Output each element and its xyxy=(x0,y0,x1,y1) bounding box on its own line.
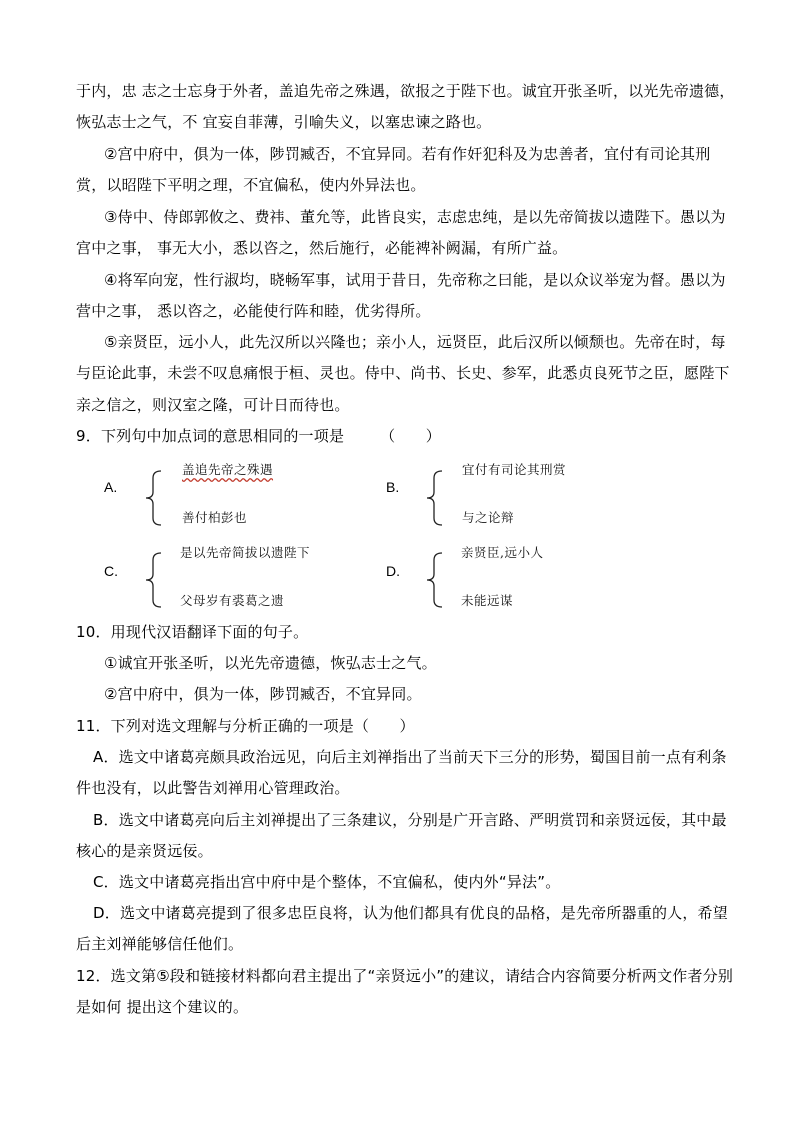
brace-icon xyxy=(424,470,444,526)
option-d-top: 亲贤臣,远小人 xyxy=(461,545,544,560)
passage-para-4: ④将军向宠，性行淑均，晓畅军事，试用于昔日，先帝称之曰能，是以众议举宠为督。愚以为 xyxy=(104,271,726,289)
question-11-option-c[interactable]: C．选文中诸葛亮指出宫中府中是个整体，不宜偏私，使内外“异法”。 xyxy=(93,873,561,891)
question-11-stem: 11．下列对选文理解与分析正确的一项是（ ） xyxy=(76,717,415,735)
passage-line: 亲之信之，则汉室之隆，可计日而待也。 xyxy=(76,396,350,414)
question-10-stem: 10．用现代汉语翻译下面的句子。 xyxy=(76,623,309,641)
passage-para-2: ②宫中府中，俱为一体，陟罚臧否，不宜异同。若有作奸犯科及为忠善者，宜付有司论其刑 xyxy=(104,145,711,163)
question-11-option-d-cont: 后主刘禅能够信任他们。 xyxy=(76,935,244,953)
option-b-bottom: 与之论辩 xyxy=(462,510,515,525)
option-letter: C. xyxy=(104,563,118,579)
question-11-option-b-cont: 核心的是亲贤远佞。 xyxy=(76,842,213,860)
option-d-bottom: 未能远谋 xyxy=(461,593,514,608)
question-11-option-d[interactable]: D．选文中诸葛亮提到了很多忠臣良将，认为他们都具有优良的品格，是先帝所器重的人，希望 xyxy=(93,904,728,922)
question-11-option-a[interactable]: A．选文中诸葛亮颇具政治远见，向后主刘禅指出了当前天下三分的形势，蜀国目前一点有利条 xyxy=(93,748,727,766)
option-c-top: 是以先帝简拔以遗陛下 xyxy=(180,545,311,560)
question-9-stem xyxy=(76,421,726,452)
passage-line: 赏，以昭陛下平明之理，不宜偏私，使内外异法也。 xyxy=(76,176,426,194)
passage-line: 于内，忠 志之士忘身于外者，盖追先帝之殊遇，欲报之于陛下也。诚宜开张圣听，以光先帝遗德， xyxy=(76,82,735,100)
option-b-top: 宜付有司论其刑赏 xyxy=(462,462,567,477)
brace-icon xyxy=(424,552,444,608)
answer-paren: （ ） xyxy=(380,427,441,445)
question-10-sentence-2: ②宫中府中，俱为一体，陟罚臧否，不宜异同。 xyxy=(104,685,422,703)
brace-icon xyxy=(143,470,163,526)
passage-para-3: ③侍中、侍郎郭攸之、费祎、董允等，此皆良实，志虑忠纯，是以先帝简拔以遗陛下。愚以为 xyxy=(104,208,726,226)
passage-para-5: ⑤亲贤臣，远小人，此先汉所以兴隆也；亲小人，远贤臣，此后汉所以倾颓也。先帝在时，每 xyxy=(104,333,726,351)
question-stem-text: 9．下列句中加点词的意思相同的一项是 xyxy=(76,427,345,445)
option-a-bottom: 善付柏彭也 xyxy=(182,510,248,525)
option-c-bottom: 父母岁有裘葛之遗 xyxy=(180,593,285,608)
question-12-stem: 12．选文第⑤段和链接材料都向君主提出了“亲贤远小”的建议，请结合内容简要分析两文作者分别 xyxy=(76,967,734,985)
question-11-option-a-cont: 件也没有，以此警告刘禅用心管理政治。 xyxy=(76,779,350,797)
brace-icon xyxy=(143,552,163,608)
passage-line: 与臣论此事，未尝不叹息痛恨于桓、灵也。侍中、尚书、长史、参军，此悉贞良死节之臣，愿陛下 xyxy=(76,364,730,382)
option-letter: D. xyxy=(386,563,400,579)
passage-line: 营中之事， 悉以咨之，必能使行阵和睦，优劣得所。 xyxy=(76,302,431,320)
option-letter: B. xyxy=(386,479,400,495)
question-11-option-b[interactable]: B．选文中诸葛亮向后主刘禅提出了三条建议，分别是广开言路、严明赏罚和亲贤远佞，其中最 xyxy=(93,811,727,829)
option-a-top: 盖追先帝之殊遇 xyxy=(182,462,274,477)
question-10-sentence-1: ①诚宜开张圣听，以光先帝遗德，恢弘志士之气。 xyxy=(104,654,437,672)
passage-line: 宫中之事， 事无大小，悉以咨之，然后施行，必能裨补阙漏，有所广益。 xyxy=(76,239,568,257)
option-letter: A. xyxy=(104,479,118,495)
question-12-stem-cont: 是如何 提出这个建议的。 xyxy=(76,998,249,1016)
passage-line: 恢弘志士之气，不 宜妄自菲薄，引喻失义，以塞忠谏之路也。 xyxy=(76,113,492,131)
